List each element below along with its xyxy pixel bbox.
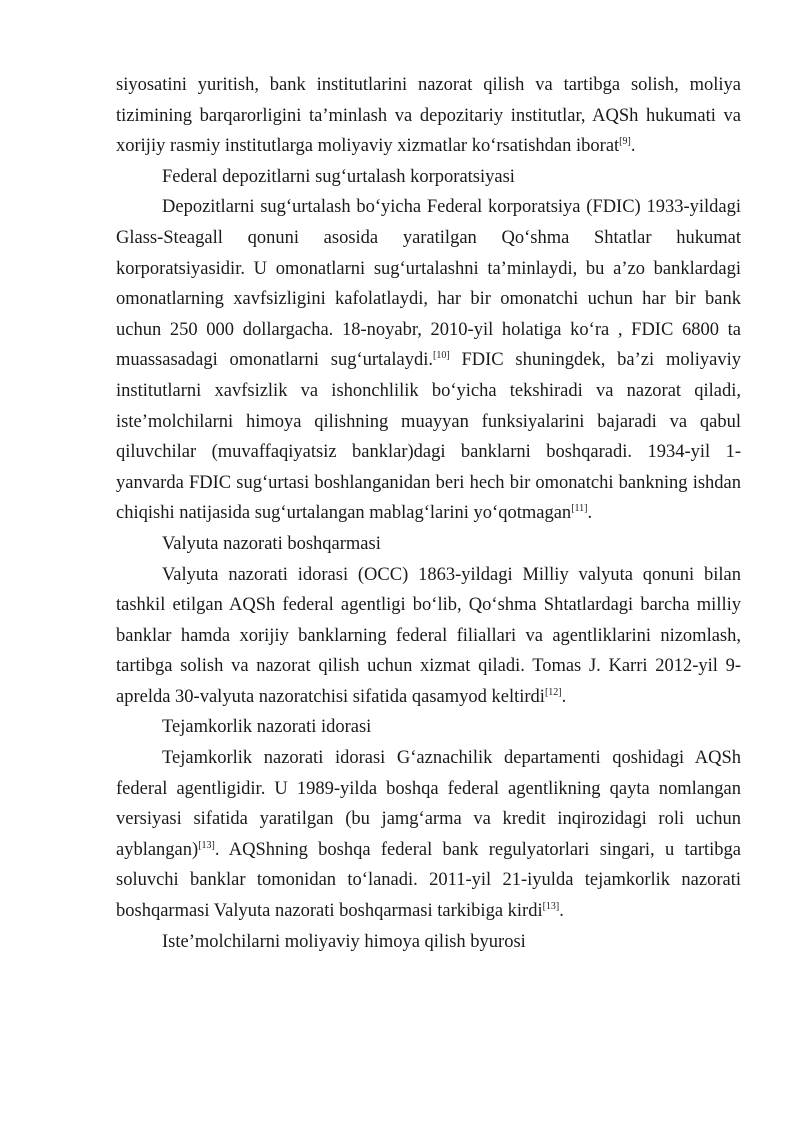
text-line	[116, 774, 741, 805]
line-text-continued: .	[559, 901, 564, 922]
line-text: qiluvchilar (muvaffaqiyatsiz banklar)dagi banklarni boshqaradi. 1934-yil 1-	[116, 442, 741, 463]
line-text: tashkil etilgan AQSh federal agentligi bo‘lib, Qo‘shma Shtatlardagi barcha milliy	[116, 595, 741, 616]
section-heading	[116, 529, 741, 560]
line-text: ayblangan)	[116, 839, 199, 860]
footnote-reference: [11]	[571, 503, 588, 515]
line-text: chiqishi natijasida sug‘urtalangan mablag‘larini yo‘qotmagan	[116, 503, 572, 524]
text-line	[116, 376, 741, 407]
text-line	[116, 804, 741, 835]
line-text: Iste’molchilarni moliyaviy himoya qilish byurosi	[162, 931, 526, 952]
text-line	[116, 192, 741, 223]
line-text: muassasadagi omonatlarni sug‘urtalaydi.	[116, 350, 433, 371]
footnote-reference: [9]	[619, 136, 631, 148]
text-line	[116, 345, 741, 376]
text-line	[116, 437, 741, 468]
line-text: Glass-Steagall qonuni asosida yaratilgan Qo‘shma Shtatlar hukumat	[116, 227, 741, 248]
text-line	[116, 101, 741, 132]
line-text: versiyasi sifatida yaratilgan (bu jamg‘arma va kredit inqirozidagi roli uchun	[116, 809, 741, 830]
line-text-continued: .	[587, 503, 593, 524]
section-heading	[116, 927, 741, 958]
line-text: federal agentligidir. U 1989-yilda boshqa federal agentlikning qayta nomlangan	[116, 778, 741, 799]
text-line	[116, 590, 741, 621]
line-text-continued: .	[630, 136, 636, 157]
line-text-continued: .	[561, 686, 567, 707]
line-text: Valyuta nazorati idorasi (OCC) 1863-yildagi Milliy valyuta qonuni bilan	[162, 564, 741, 585]
line-text: soluvchi banklar tomonidan to‘lanadi. 2011-yil 21-iyulda tejamkorlik nazorati	[116, 870, 741, 891]
line-text: aprelda 30-valyuta nazoratchisi sifatida qasamyod keltirdi	[116, 686, 545, 707]
text-line	[116, 223, 741, 254]
text-line	[116, 131, 741, 162]
line-text: omonatlarning xavfsizligini kafolatlaydi, har bir omonatchi uchun har bir bank	[116, 289, 741, 310]
line-text: Federal depozitlarni sug‘urtalash korporatsiyasi	[162, 166, 515, 187]
line-text: yanvarda FDIC sug‘urtasi boshlanganidan beri hech bir omonatchi bankning ishdan	[116, 472, 741, 493]
line-text: institutlarni xavfsizlik va ishonchlilik bo‘yicha tekshiradi va nazorat qiladi,	[116, 380, 741, 401]
text-line	[116, 651, 741, 682]
line-text-continued: . AQShning boshqa federal bank regulyatorlari singari, u tartibga	[214, 839, 741, 860]
text-line	[116, 743, 741, 774]
text-line	[116, 70, 741, 101]
line-text: tartibga solish va nazorat qilish uchun xizmat qiladi. Tomas J. Karri 2012-yil 9-	[116, 656, 741, 677]
text-line	[116, 284, 741, 315]
text-line	[116, 621, 741, 652]
line-text: Valyuta nazorati boshqarmasi	[162, 533, 381, 554]
line-text: uchun 250 000 dollargacha. 18-noyabr, 2010-yil holatiga ko‘ra , FDIC 6800 ta	[116, 319, 741, 340]
line-text: Tejamkorlik nazorati idorasi G‘aznachilik departamenti qoshidagi AQSh	[162, 748, 741, 769]
line-text-continued: FDIC shuningdek, ba’zi moliyaviy	[449, 350, 741, 371]
line-text: boshqarmasi Valyuta nazorati boshqarmasi tarkibiga kirdi	[116, 901, 543, 922]
footnote-reference: [12]	[544, 686, 562, 698]
line-text: xorijiy rasmiy institutlarga moliyaviy xizmatlar ko‘rsatishdan iborat	[116, 136, 620, 157]
text-line	[116, 468, 741, 499]
text-line	[116, 835, 741, 866]
footnote-reference: [13]	[542, 901, 560, 913]
text-line	[116, 498, 741, 529]
line-text: iste’molchilarni himoya qilishning muayyan funksiyalarini bajaradi va qabul	[116, 411, 741, 432]
text-line	[116, 560, 741, 591]
section-heading	[116, 162, 741, 193]
text-line	[116, 896, 741, 927]
line-text: siyosatini yuritish, bank institutlarini nazorat qilish va tartibga solish, moliya	[116, 75, 741, 95]
footnote-reference: [10]	[432, 350, 450, 362]
line-text: tizimining barqarorligini ta’minlash va depozitariy institutlar, AQSh hukumati va	[116, 105, 741, 126]
footnote-reference: [13]	[198, 839, 215, 851]
text-line	[116, 315, 741, 346]
line-text: banklar hamda xorijiy banklarning federal filiallari va agentliklarini nizomlash,	[116, 625, 741, 646]
text-line	[116, 407, 741, 438]
line-text: korporatsiyasidir. U omonatlarni sug‘urtalashni ta’minlaydi, bu a’zo banklardagi	[116, 258, 741, 279]
text-line	[116, 254, 741, 285]
line-text: Tejamkorlik nazorati idorasi	[162, 717, 372, 738]
text-line	[116, 682, 741, 713]
document-page	[116, 70, 741, 957]
text-line	[116, 865, 741, 896]
section-heading	[116, 712, 741, 743]
line-text: Depozitlarni sug‘urtalash bo‘yicha Federal korporatsiya (FDIC) 1933-yildagi	[162, 197, 741, 218]
